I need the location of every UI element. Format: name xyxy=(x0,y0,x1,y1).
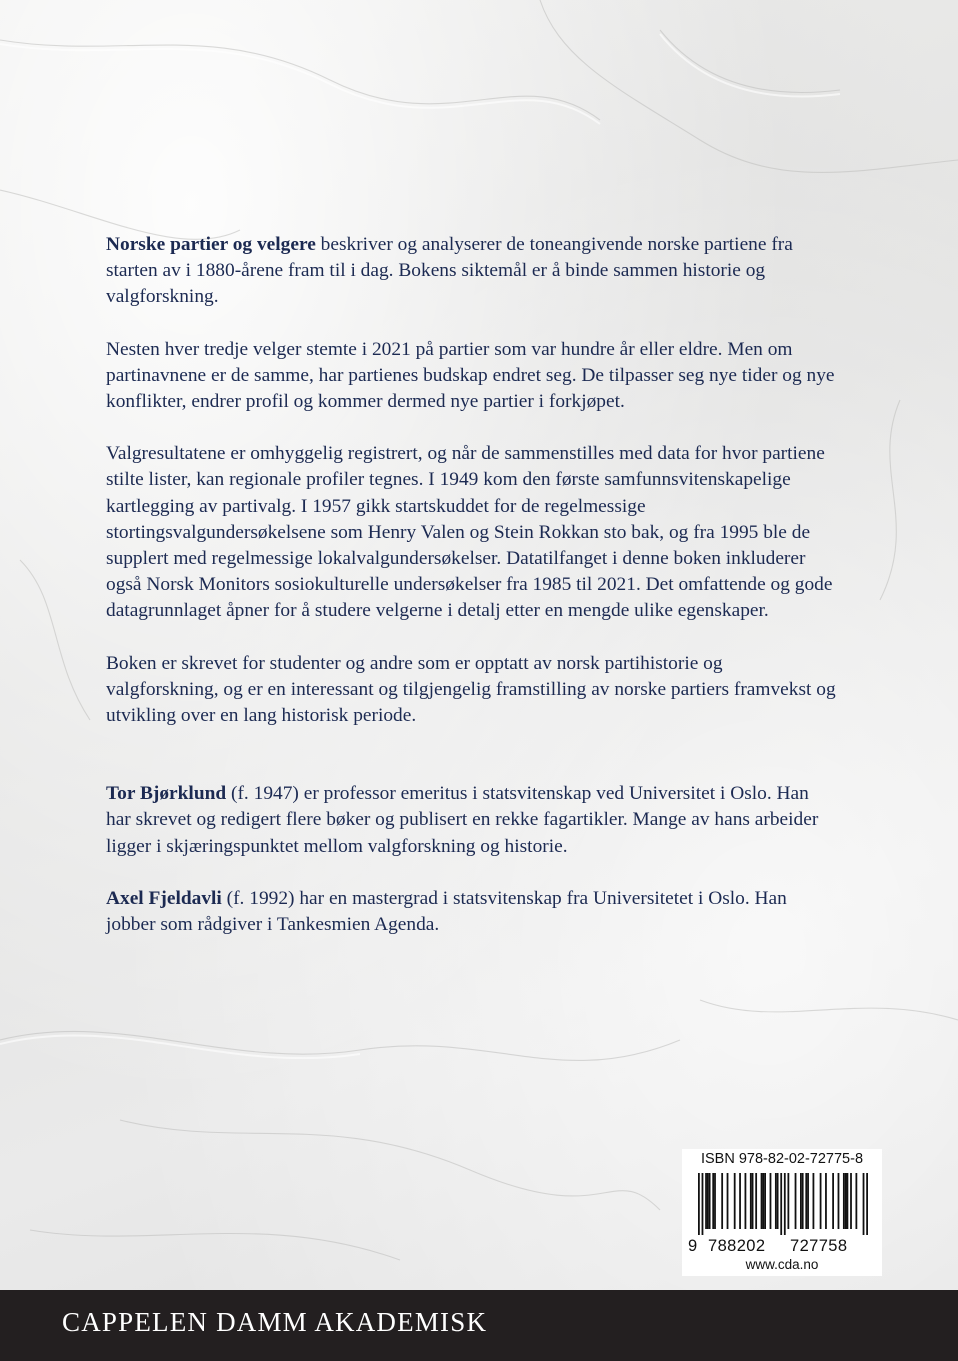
barcode-bar xyxy=(777,1173,779,1229)
barcode-digit-lead: 9 xyxy=(688,1237,698,1255)
barcode-bar xyxy=(705,1173,707,1229)
barcode-bar xyxy=(843,1173,845,1229)
isbn-label: ISBN 978-82-02-72775-8 xyxy=(700,1151,864,1167)
barcode-bar xyxy=(832,1173,834,1229)
isbn-barcode-box xyxy=(682,1149,882,1276)
publisher-url: www.cda.no xyxy=(745,1257,819,1272)
barcode-bar xyxy=(838,1173,840,1229)
barcode-bar xyxy=(739,1173,741,1229)
barcode-bar xyxy=(820,1173,822,1229)
barcode-bar xyxy=(805,1173,807,1229)
barcode-bar xyxy=(800,1173,802,1229)
author-bio-2-text: (f. 1992) har en mastergrad i statsvitenskap fra Universitetet i Oslo. Han jobber som rådgiver i Tankesmien Agenda. xyxy=(106,887,787,936)
barcode-bar xyxy=(745,1173,747,1229)
barcode-bar xyxy=(813,1173,815,1229)
barcode-bar xyxy=(863,1173,865,1235)
barcode-bar xyxy=(784,1173,786,1235)
barcode-bar xyxy=(727,1173,729,1229)
barcode-bar xyxy=(787,1173,789,1229)
publisher-name: CAPPELEN DAMM AKADEMISK xyxy=(62,1307,488,1337)
barcode-bar xyxy=(702,1173,704,1235)
barcode-icon xyxy=(698,1173,868,1235)
barcode-bar xyxy=(714,1173,716,1229)
author-name-2: Axel Fjeldavli xyxy=(106,887,222,909)
publisher-footer-band xyxy=(0,1290,958,1361)
barcode-bar xyxy=(761,1173,763,1229)
barcode-bar xyxy=(775,1173,777,1229)
barcode-bar xyxy=(795,1173,797,1229)
barcode-bar xyxy=(845,1173,847,1229)
blurb-paragraph-3: Valgresultatene er omhyggelig registrert, og når de sammenstilles med data for hvor partiene stilte lister, kan regionale profiler tegnes. I 1949 kom den første samfunnsvitenskapelige kartlegging av partivalg. I 1957 gikk startskuddet for de regelmessige stortingsvalgundersøkelsene som Henry Valen og Stein Rokkan sto bak, og fra 1995 ble de supplert med regelmessige lokalvalgundersøkelser. Datatilfanget i denne boken inkluderer også Norsk Monitors sosiokulturelle undersøkelser fra 1985 til 2021. Det omfattende og gode datagrunnlaget åpner for å studere velgerne i detalj etter en mengde ulike egenskaper. xyxy=(106,443,833,622)
book-title: Norske partier og velgere xyxy=(106,234,316,255)
blurb-paragraph-2: Nesten hver tredje velger stemte i 2021 på partier som var hundre år eller eldre. Men om partinavnene er de samme, har partienes budskap endret seg. De tilpasser seg nye tider og nye konflikter, endrer profil og kommer dermed nye partier i forkjøpet. xyxy=(106,338,835,413)
author-bio-2 xyxy=(106,886,836,938)
barcode-bar xyxy=(770,1173,772,1229)
barcode-bar xyxy=(712,1173,714,1229)
barcode-bar xyxy=(825,1173,827,1229)
author-bio-1-text: (f. 1947) er professor emeritus i statsvitenskap ved Universitet i Oslo. Han har skrevet og redigert flere bøker og publisert en rekke fagartikler. Mange av hans arbeider ligger i skjæringspunktet mellom valgforskning og historie. xyxy=(106,783,819,857)
barcode-bar xyxy=(707,1173,709,1229)
blurb-text xyxy=(106,232,836,938)
barcode-bar xyxy=(750,1173,752,1229)
barcode-bar xyxy=(764,1173,766,1229)
barcode-bar xyxy=(847,1173,849,1229)
barcode-bar xyxy=(721,1173,723,1229)
author-bio-1 xyxy=(106,781,836,860)
barcode-bar xyxy=(802,1173,804,1229)
barcode-bar xyxy=(755,1173,757,1229)
barcode-bar xyxy=(855,1173,857,1229)
barcode-digits-left: 788202 xyxy=(708,1237,766,1255)
barcode-bar xyxy=(807,1173,809,1229)
barcode-bar xyxy=(698,1173,700,1235)
barcode-bar xyxy=(780,1173,782,1235)
author-name-1: Tor Bjørklund xyxy=(106,783,227,805)
barcode-bar xyxy=(709,1173,711,1229)
blurb-paragraph-1 xyxy=(106,232,836,311)
blurb-paragraph-1-text: beskriver og analyserer de toneangivende norske partiene fra starten av i 1880-årene fram til i dag. Bokens siktemål er å binde sammen historie og valgforskning. xyxy=(106,234,793,308)
barcode-bar xyxy=(734,1173,736,1229)
barcode-bar xyxy=(850,1173,852,1229)
barcode-bar xyxy=(762,1173,764,1229)
barcode-bar xyxy=(752,1173,754,1229)
blurb-paragraph-4: Boken er skrevet for studenter og andre som er opptatt av norsk partihistorie og valgforskning, og er en interessant og tilgjengelig framstilling av norske partiers framvekst og utvikling over en lang historisk periode. xyxy=(106,652,836,727)
barcode-bar xyxy=(866,1173,868,1235)
barcode-digits-right: 727758 xyxy=(790,1237,848,1255)
